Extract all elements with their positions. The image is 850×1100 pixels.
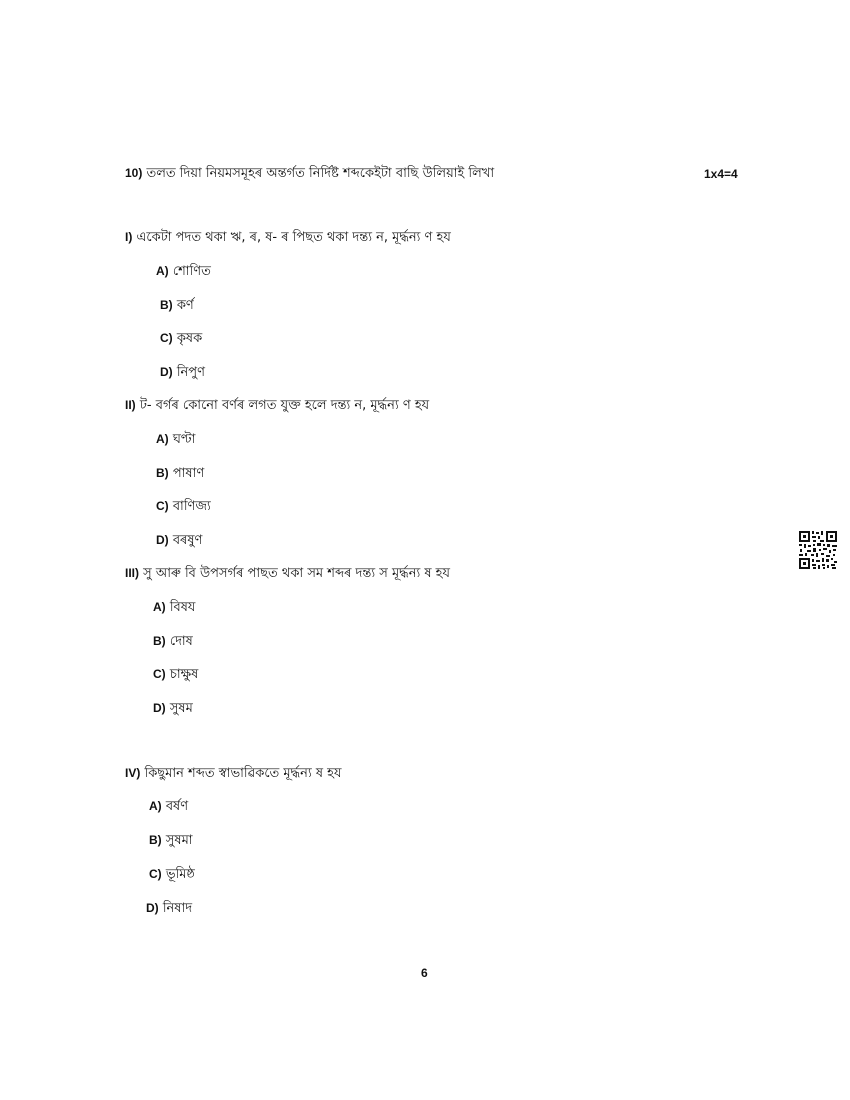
option-item [153, 632, 193, 651]
part-numeral: II) [125, 398, 136, 412]
part-numeral: IV) [125, 766, 141, 780]
option-label: A) [149, 799, 162, 813]
option-text: বৰষুণ [172, 533, 203, 548]
option-item [156, 262, 211, 281]
option-item [149, 797, 188, 816]
option-text: বৰ্ষণ [165, 799, 189, 814]
option-label: C) [156, 499, 169, 513]
option-label: A) [156, 264, 169, 278]
option-label: B) [153, 634, 166, 648]
option-text: ঘণ্টা [172, 432, 196, 447]
option-item [160, 296, 194, 315]
rule-text: কিছুমান শব্দত স্বাভাৱিকতে মূৰ্দ্ধন্য ষ হয [144, 766, 342, 781]
option-text: ভূমিষ্ঠ [165, 867, 195, 882]
option-item [160, 329, 202, 348]
option-item [153, 665, 198, 684]
option-item [156, 464, 204, 483]
option-text: কৰ্ণ [176, 298, 194, 313]
option-item [156, 531, 202, 550]
option-text: চাক্ষুষ [169, 667, 199, 682]
part-numeral: III) [125, 566, 139, 580]
option-label: B) [156, 466, 169, 480]
rule-text: একেটা পদত থকা ঋ, ৰ, ষ- ৰ পিছত থকা দন্ত্য ন, মূৰ্দ্ধন্য ণ হয [136, 230, 451, 245]
question-header [125, 164, 494, 183]
part-4-rule [125, 764, 341, 783]
option-label: C) [149, 867, 162, 881]
option-label: C) [153, 667, 166, 681]
part-2-rule [125, 396, 429, 415]
option-item [146, 899, 192, 918]
option-item [149, 831, 193, 850]
option-text: পাষাণ [172, 466, 205, 481]
option-label: D) [156, 533, 169, 547]
option-item [153, 699, 193, 718]
question-text: তলত দিয়া নিয়মসমূহৰ অন্তৰ্গত নিৰ্দিষ্ট শব্দকেইটা বাছি উলিয়াই লিখা [146, 166, 495, 181]
option-label: B) [149, 833, 162, 847]
option-text: বিষয [169, 600, 196, 615]
page-number: 6 [421, 966, 428, 980]
option-text: সুষমা [165, 833, 193, 848]
option-item [156, 497, 211, 516]
rule-text: সু আৰু বি উপসৰ্গৰ পাছত থকা সম শব্দৰ দন্ত্য স মূৰ্দ্ধন্য ষ হয [143, 566, 450, 581]
option-text: বাণিজ্য [172, 499, 211, 514]
option-label: B) [160, 298, 173, 312]
option-item [156, 430, 195, 449]
part-3-rule [125, 564, 450, 583]
option-text: দোষ [169, 634, 193, 649]
part-1-rule [125, 228, 451, 247]
option-label: A) [156, 432, 169, 446]
option-label: D) [160, 365, 173, 379]
part-numeral: I) [125, 230, 133, 244]
option-label: A) [153, 600, 166, 614]
option-text: শোণিত [172, 264, 211, 279]
option-label: C) [160, 331, 173, 345]
option-text: সুষম [169, 701, 193, 716]
option-text: নিষাদ [162, 901, 193, 916]
question-number: 10) [125, 166, 143, 180]
rule-text: ট- বৰ্গৰ কোনো বৰ্ণৰ লগত যুক্ত হলে দন্ত্য ন, মূৰ্দ্ধন্য ণ হয [139, 398, 430, 413]
option-label: D) [153, 701, 166, 715]
option-text: কৃষক [176, 331, 203, 346]
option-item [149, 865, 195, 884]
question-marks: 1x4=4 [704, 167, 738, 181]
qr-code-icon [798, 530, 838, 570]
option-text: নিপুণ [176, 365, 205, 380]
option-label: D) [146, 901, 159, 915]
option-item [153, 598, 195, 617]
option-item [160, 363, 205, 382]
